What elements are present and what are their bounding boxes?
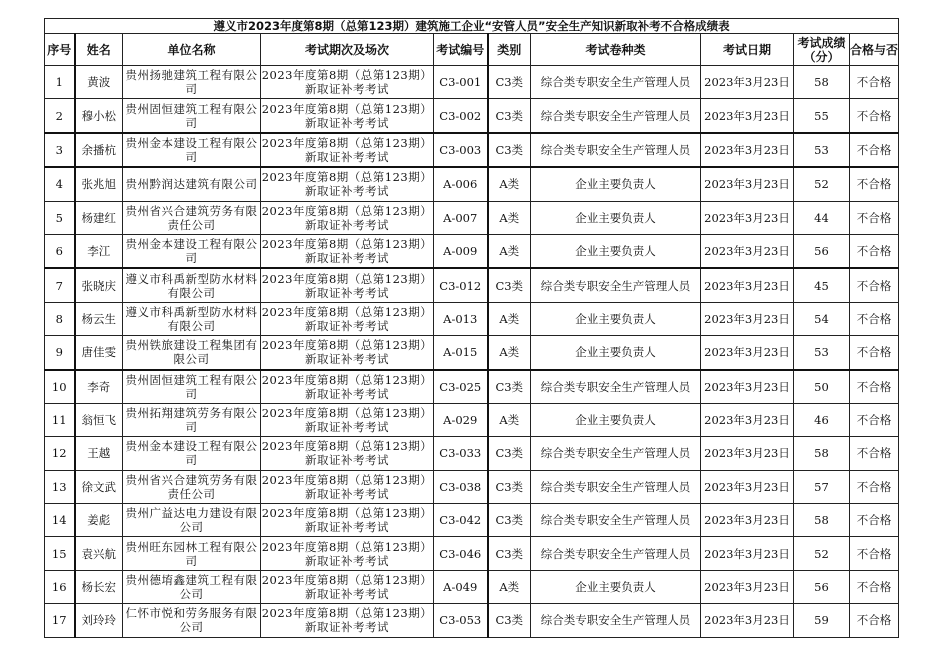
cell-score: 53 <box>794 336 850 370</box>
cell-result: 不合格 <box>850 537 899 570</box>
cell-period: 2023年度第8期（总第123期）新取证补考考试 <box>261 470 434 503</box>
cell-exam-code: A-049 <box>434 570 488 603</box>
table-row <box>45 470 899 503</box>
cell-exam-date: 2023年3月23日 <box>701 268 794 302</box>
cell-paper-type: 综合类专职安全生产管理人员 <box>531 504 701 537</box>
cell-score: 55 <box>794 99 850 133</box>
header-exam-code: 考试编号 <box>434 34 488 66</box>
cell-company: 贵州黔润达建筑有限公司 <box>123 167 261 201</box>
cell-company: 贵州拓翔建筑劳务有限公司 <box>123 403 261 436</box>
cell-exam-code: C3-025 <box>434 370 488 404</box>
cell-seq: 10 <box>45 370 75 404</box>
cell-seq: 3 <box>45 133 75 167</box>
cell-company: 遵义市科禹新型防水材料有限公司 <box>123 268 261 302</box>
cell-period: 2023年度第8期（总第123期）新取证补考考试 <box>261 167 434 201</box>
cell-score: 53 <box>794 133 850 167</box>
table-row <box>45 437 899 470</box>
cell-result: 不合格 <box>850 201 899 234</box>
cell-exam-code: C3-042 <box>434 504 488 537</box>
cell-exam-date: 2023年3月23日 <box>701 234 794 268</box>
cell-company: 贵州德堉鑫建筑工程有限公司 <box>123 570 261 603</box>
table-title: 遵义市2023年度第8期（总第123期）建筑施工企业“安管人员”安全生产知识新取补考不合格成绩表 <box>45 19 899 34</box>
cell-exam-code: C3-001 <box>434 66 488 99</box>
cell-exam-code: C3-002 <box>434 99 488 133</box>
table-body <box>45 66 899 638</box>
table-row <box>45 234 899 268</box>
cell-seq: 12 <box>45 437 75 470</box>
cell-exam-code: C3-012 <box>434 268 488 302</box>
cell-name: 杨长宏 <box>75 570 123 603</box>
cell-seq: 5 <box>45 201 75 234</box>
cell-paper-type: 综合类专职安全生产管理人员 <box>531 99 701 133</box>
cell-period: 2023年度第8期（总第123期）新取证补考考试 <box>261 268 434 302</box>
cell-exam-date: 2023年3月23日 <box>701 570 794 603</box>
table-row <box>45 570 899 603</box>
cell-period: 2023年度第8期（总第123期）新取证补考考试 <box>261 604 434 637</box>
table-row <box>45 201 899 234</box>
cell-result: 不合格 <box>850 133 899 167</box>
cell-result: 不合格 <box>850 268 899 302</box>
cell-period: 2023年度第8期（总第123期）新取证补考考试 <box>261 537 434 570</box>
table-row <box>45 302 899 335</box>
cell-paper-type: 综合类专职安全生产管理人员 <box>531 537 701 570</box>
cell-paper-type: 综合类专职安全生产管理人员 <box>531 370 701 404</box>
cell-score: 58 <box>794 66 850 99</box>
cell-exam-code: A-015 <box>434 336 488 370</box>
cell-seq: 13 <box>45 470 75 503</box>
cell-exam-code: A-013 <box>434 302 488 335</box>
cell-category: A类 <box>488 201 531 234</box>
cell-name: 翁恒飞 <box>75 403 123 436</box>
results-table <box>44 18 899 638</box>
cell-category: C3类 <box>488 437 531 470</box>
cell-exam-code: C3-033 <box>434 437 488 470</box>
cell-score: 56 <box>794 570 850 603</box>
cell-score: 58 <box>794 504 850 537</box>
table-row <box>45 268 899 302</box>
cell-exam-code: C3-003 <box>434 133 488 167</box>
cell-score: 58 <box>794 437 850 470</box>
cell-score: 45 <box>794 268 850 302</box>
cell-name: 杨云生 <box>75 302 123 335</box>
header-paper-type: 考试卷种类 <box>531 34 701 66</box>
cell-name: 张兆旭 <box>75 167 123 201</box>
cell-company: 贵州固恒建筑工程有限公司 <box>123 370 261 404</box>
cell-category: A类 <box>488 336 531 370</box>
cell-exam-date: 2023年3月23日 <box>701 66 794 99</box>
cell-exam-code: A-007 <box>434 201 488 234</box>
cell-result: 不合格 <box>850 470 899 503</box>
cell-paper-type: 综合类专职安全生产管理人员 <box>531 66 701 99</box>
table-row <box>45 336 899 370</box>
header-company: 单位名称 <box>123 34 261 66</box>
cell-score: 52 <box>794 537 850 570</box>
cell-company: 贵州省兴合建筑劳务有限责任公司 <box>123 201 261 234</box>
cell-exam-date: 2023年3月23日 <box>701 470 794 503</box>
cell-seq: 11 <box>45 403 75 436</box>
cell-paper-type: 综合类专职安全生产管理人员 <box>531 604 701 637</box>
cell-period: 2023年度第8期（总第123期）新取证补考考试 <box>261 570 434 603</box>
cell-result: 不合格 <box>850 167 899 201</box>
cell-name: 徐文武 <box>75 470 123 503</box>
header-name: 姓名 <box>75 34 123 66</box>
cell-company: 贵州扬驰建筑工程有限公司 <box>123 66 261 99</box>
cell-paper-type: 企业主要负责人 <box>531 167 701 201</box>
cell-seq: 6 <box>45 234 75 268</box>
cell-result: 不合格 <box>850 437 899 470</box>
cell-period: 2023年度第8期（总第123期）新取证补考考试 <box>261 66 434 99</box>
cell-paper-type: 综合类专职安全生产管理人员 <box>531 268 701 302</box>
header-row <box>45 34 899 66</box>
table-row <box>45 370 899 404</box>
cell-name: 杨建红 <box>75 201 123 234</box>
cell-company: 仁怀市悦和劳务服务有限公司 <box>123 604 261 637</box>
cell-exam-date: 2023年3月23日 <box>701 133 794 167</box>
cell-exam-date: 2023年3月23日 <box>701 201 794 234</box>
cell-paper-type: 综合类专职安全生产管理人员 <box>531 133 701 167</box>
cell-seq: 14 <box>45 504 75 537</box>
cell-paper-type: 综合类专职安全生产管理人员 <box>531 437 701 470</box>
cell-name: 张晓庆 <box>75 268 123 302</box>
cell-seq: 15 <box>45 537 75 570</box>
cell-exam-code: A-006 <box>434 167 488 201</box>
cell-score: 46 <box>794 403 850 436</box>
cell-period: 2023年度第8期（总第123期）新取证补考考试 <box>261 201 434 234</box>
cell-period: 2023年度第8期（总第123期）新取证补考考试 <box>261 403 434 436</box>
cell-name: 李江 <box>75 234 123 268</box>
cell-period: 2023年度第8期（总第123期）新取证补考考试 <box>261 437 434 470</box>
cell-exam-date: 2023年3月23日 <box>701 167 794 201</box>
cell-company: 遵义市科禹新型防水材料有限公司 <box>123 302 261 335</box>
cell-seq: 8 <box>45 302 75 335</box>
cell-exam-date: 2023年3月23日 <box>701 437 794 470</box>
cell-category: A类 <box>488 403 531 436</box>
cell-exam-code: C3-046 <box>434 537 488 570</box>
cell-exam-date: 2023年3月23日 <box>701 370 794 404</box>
cell-paper-type: 企业主要负责人 <box>531 336 701 370</box>
cell-period: 2023年度第8期（总第123期）新取证补考考试 <box>261 370 434 404</box>
cell-period: 2023年度第8期（总第123期）新取证补考考试 <box>261 336 434 370</box>
cell-company: 贵州旺东园林工程有限公司 <box>123 537 261 570</box>
cell-score: 56 <box>794 234 850 268</box>
cell-paper-type: 企业主要负责人 <box>531 234 701 268</box>
cell-category: C3类 <box>488 470 531 503</box>
cell-name: 唐佳雯 <box>75 336 123 370</box>
cell-score: 54 <box>794 302 850 335</box>
cell-score: 52 <box>794 167 850 201</box>
cell-seq: 17 <box>45 604 75 637</box>
cell-company: 贵州铁旅建设工程集团有限公司 <box>123 336 261 370</box>
header-category: 类别 <box>488 34 531 66</box>
cell-category: C3类 <box>488 537 531 570</box>
cell-result: 不合格 <box>850 336 899 370</box>
table-row <box>45 167 899 201</box>
cell-paper-type: 企业主要负责人 <box>531 201 701 234</box>
cell-seq: 4 <box>45 167 75 201</box>
cell-category: A类 <box>488 570 531 603</box>
cell-name: 刘玲玲 <box>75 604 123 637</box>
cell-exam-date: 2023年3月23日 <box>701 537 794 570</box>
cell-company: 贵州广益达电力建设有限公司 <box>123 504 261 537</box>
cell-exam-date: 2023年3月23日 <box>701 403 794 436</box>
cell-seq: 9 <box>45 336 75 370</box>
cell-period: 2023年度第8期（总第123期）新取证补考考试 <box>261 133 434 167</box>
header-seq: 序号 <box>45 34 75 66</box>
cell-result: 不合格 <box>850 570 899 603</box>
header-result: 合格与否 <box>850 34 899 66</box>
cell-name: 姜彪 <box>75 504 123 537</box>
cell-result: 不合格 <box>850 604 899 637</box>
cell-exam-date: 2023年3月23日 <box>701 99 794 133</box>
cell-paper-type: 企业主要负责人 <box>531 403 701 436</box>
cell-name: 穆小松 <box>75 99 123 133</box>
cell-company: 贵州省兴合建筑劳务有限责任公司 <box>123 470 261 503</box>
cell-name: 李奇 <box>75 370 123 404</box>
cell-result: 不合格 <box>850 234 899 268</box>
cell-category: C3类 <box>488 99 531 133</box>
cell-category: C3类 <box>488 604 531 637</box>
cell-company: 贵州金本建设工程有限公司 <box>123 133 261 167</box>
cell-exam-code: C3-053 <box>434 604 488 637</box>
cell-category: A类 <box>488 234 531 268</box>
cell-seq: 2 <box>45 99 75 133</box>
cell-period: 2023年度第8期（总第123期）新取证补考考试 <box>261 99 434 133</box>
cell-result: 不合格 <box>850 66 899 99</box>
cell-score: 44 <box>794 201 850 234</box>
cell-category: C3类 <box>488 268 531 302</box>
cell-category: A类 <box>488 167 531 201</box>
table-row <box>45 133 899 167</box>
cell-score: 57 <box>794 470 850 503</box>
cell-name: 王越 <box>75 437 123 470</box>
cell-exam-date: 2023年3月23日 <box>701 302 794 335</box>
cell-result: 不合格 <box>850 99 899 133</box>
cell-score: 50 <box>794 370 850 404</box>
cell-period: 2023年度第8期（总第123期）新取证补考考试 <box>261 302 434 335</box>
cell-category: C3类 <box>488 133 531 167</box>
cell-company: 贵州金本建设工程有限公司 <box>123 234 261 268</box>
cell-category: A类 <box>488 302 531 335</box>
table-row <box>45 504 899 537</box>
cell-seq: 7 <box>45 268 75 302</box>
header-period: 考试期次及场次 <box>261 34 434 66</box>
cell-exam-date: 2023年3月23日 <box>701 504 794 537</box>
header-score: 考试成绩（分） <box>794 34 850 66</box>
cell-name: 袁兴航 <box>75 537 123 570</box>
cell-category: C3类 <box>488 66 531 99</box>
table-row <box>45 66 899 99</box>
table-row <box>45 604 899 637</box>
cell-score: 59 <box>794 604 850 637</box>
header-exam-date: 考试日期 <box>701 34 794 66</box>
cell-exam-code: A-029 <box>434 403 488 436</box>
cell-company: 贵州金本建设工程有限公司 <box>123 437 261 470</box>
cell-company: 贵州固恒建筑工程有限公司 <box>123 99 261 133</box>
cell-result: 不合格 <box>850 504 899 537</box>
cell-period: 2023年度第8期（总第123期）新取证补考考试 <box>261 234 434 268</box>
cell-exam-code: C3-038 <box>434 470 488 503</box>
table-row <box>45 99 899 133</box>
cell-result: 不合格 <box>850 302 899 335</box>
cell-name: 黄波 <box>75 66 123 99</box>
cell-seq: 16 <box>45 570 75 603</box>
cell-paper-type: 企业主要负责人 <box>531 302 701 335</box>
cell-paper-type: 企业主要负责人 <box>531 570 701 603</box>
cell-result: 不合格 <box>850 370 899 404</box>
cell-category: C3类 <box>488 504 531 537</box>
cell-category: C3类 <box>488 370 531 404</box>
cell-period: 2023年度第8期（总第123期）新取证补考考试 <box>261 504 434 537</box>
table-row <box>45 403 899 436</box>
cell-paper-type: 综合类专职安全生产管理人员 <box>531 470 701 503</box>
table-row <box>45 537 899 570</box>
cell-name: 余播杭 <box>75 133 123 167</box>
cell-exam-code: A-009 <box>434 234 488 268</box>
cell-exam-date: 2023年3月23日 <box>701 336 794 370</box>
cell-seq: 1 <box>45 66 75 99</box>
cell-result: 不合格 <box>850 403 899 436</box>
cell-exam-date: 2023年3月23日 <box>701 604 794 637</box>
